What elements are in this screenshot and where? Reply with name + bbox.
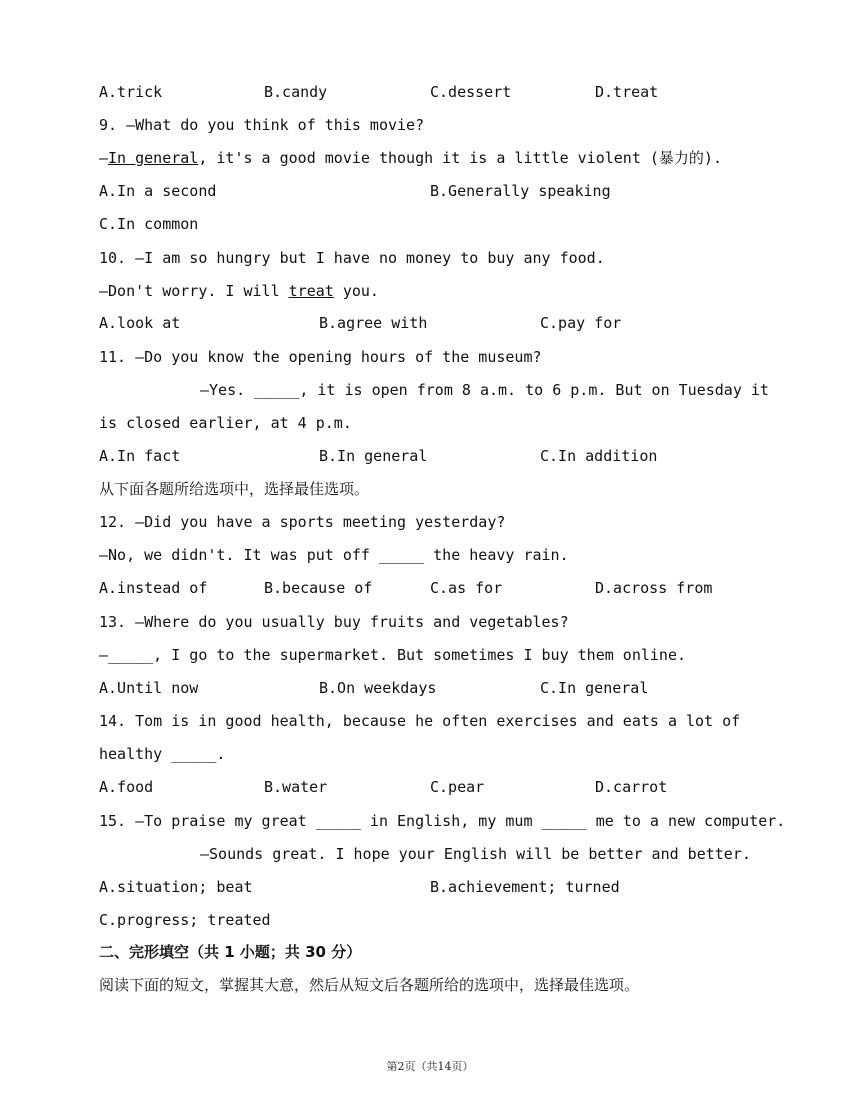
section-title: 二、完形填空（共 1 小题；共 30 分） xyxy=(99,943,362,961)
section-instruction: 阅读下面的短文，掌握其大意，然后从短文后各题所给的选项中，选择最佳选项。 xyxy=(99,976,640,994)
q12-option-c: C.as for xyxy=(430,579,503,597)
q12-option-d: D.across from xyxy=(595,579,713,597)
q12-option-b: B.because of xyxy=(264,579,373,597)
q10-option-c: C.pay for xyxy=(540,314,622,332)
q13-option-b: B.On weekdays xyxy=(319,679,437,697)
q9-underlined-phrase: In general xyxy=(108,149,199,167)
q11-option-a: A.In fact xyxy=(99,447,181,465)
q14-stem-line1: 14. Tom is in good health, because he often exercises and eats a lot of xyxy=(99,712,741,730)
q15-stem: 15. —To praise my great _____ in English, my mum _____ me to a new computer. xyxy=(99,812,786,830)
q8-option-d: D.treat xyxy=(595,83,659,101)
q9-option-c: C.In common xyxy=(99,215,199,233)
q12-reply: —No, we didn't. It was put off _____ the heavy rain. xyxy=(99,546,569,564)
instruction-text: 从下面各题所给选项中，选择最佳选项。 xyxy=(99,480,370,498)
q8-option-b: B.candy xyxy=(264,83,328,101)
q14-option-d: D.carrot xyxy=(595,778,668,796)
q14-option-a: A.food xyxy=(99,778,154,796)
q13-option-c: C.In general xyxy=(540,679,649,697)
q14-option-c: C.pear xyxy=(430,778,485,796)
q10-stem: 10. —I am so hungry but I have no money to buy any food. xyxy=(99,249,605,267)
q11-option-c: C.In addition xyxy=(540,447,658,465)
q8-option-c: C.dessert xyxy=(430,83,512,101)
q11-reply-line2: is closed earlier, at 4 p.m. xyxy=(99,414,352,432)
q9-stem: 9. —What do you think of this movie? xyxy=(99,116,425,134)
q15-reply: —Sounds great. I hope your English will be better and better. xyxy=(200,845,751,863)
q12-option-a: A.instead of xyxy=(99,579,208,597)
q13-option-a: A.Until now xyxy=(99,679,199,697)
q14-option-b: B.water xyxy=(264,778,328,796)
q10-option-b: B.agree with xyxy=(319,314,428,332)
q10-reply-after: you. xyxy=(333,282,379,300)
q15-option-c: C.progress; treated xyxy=(99,911,271,929)
page-footer: 第2页（共14页） xyxy=(386,1060,474,1073)
q9-option-b: B.Generally speaking xyxy=(430,182,611,200)
q15-option-a: A.situation; beat xyxy=(99,878,253,896)
q11-option-b: B.In general xyxy=(319,447,428,465)
q11-reply-line1: —Yes. _____, it is open from 8 a.m. to 6 p.m. But on Tuesday it xyxy=(200,381,769,399)
q10-underlined-word: treat xyxy=(288,282,334,300)
q13-reply: —_____, I go to the supermarket. But sometimes I buy them online. xyxy=(99,646,686,664)
q13-stem: 13. —Where do you usually buy fruits and vegetables? xyxy=(99,613,569,631)
q15-option-b: B.achievement; turned xyxy=(430,878,620,896)
q11-stem: 11. —Do you know the opening hours of the museum? xyxy=(99,348,542,366)
q9-reply-rest: , it's a good movie though it is a little violent (暴力的). xyxy=(198,149,722,167)
q8-option-a: A.trick xyxy=(99,83,163,101)
q10-reply-before: —Don't worry. I will xyxy=(99,282,289,300)
q10-option-a: A.look at xyxy=(99,314,181,332)
q14-stem-line2: healthy _____. xyxy=(99,745,226,763)
q9-reply-dash: — xyxy=(99,149,109,167)
q9-reply xyxy=(99,149,722,167)
q9-option-a: A.In a second xyxy=(99,182,217,200)
q12-stem: 12. —Did you have a sports meeting yesterday? xyxy=(99,513,506,531)
q10-reply xyxy=(99,282,379,300)
